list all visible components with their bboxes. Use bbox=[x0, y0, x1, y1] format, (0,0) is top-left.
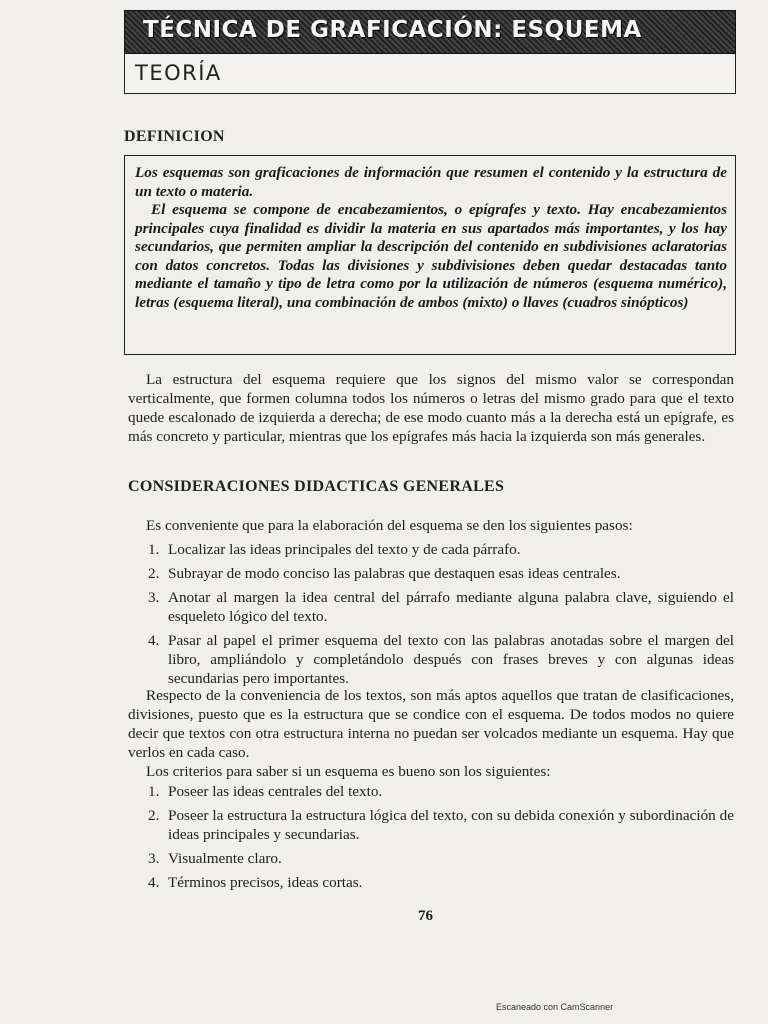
definition-paragraph: El esquema se compone de encabezamientos, o epígrafes y texto. Hay encabezamientos principales cuya finalidad es dividir la materia en sus apartados más importantes, y los hay secundarios, que permiten ampliar la descripción del contenido en subdivisiones aclaratorias con datos concretos. Todas las divisiones y subdivisiones deben quedar destacadas tanto mediante el tamaño y tipo de letra como por la utilización de números (esquema numérico), letras (esquema literal), una combinación de ambos (mixto) o llaves (cuadros sinópticos) bbox=[135, 201, 727, 311]
page-number: 76 bbox=[418, 908, 433, 924]
structure-paragraph-block bbox=[128, 370, 734, 446]
list-item bbox=[148, 806, 734, 844]
step-text: Anotar al margen la idea central del párrafo mediante alguna palabra clave, siguiendo el esqueleto lógico del texto. bbox=[168, 589, 734, 625]
convenience-paragraph: Respecto de la conveniencia de los textos, son más aptos aquellos que tratan de clasificaciones, divisiones, puesto que es la estructura que se condice con el esquema. De todos modos no quiere decir que textos con otra estructura interna no puedan ser volcados mediante un esquema. Hay que verlos en cada caso. bbox=[128, 687, 734, 761]
scanner-watermark: Escaneado con CamScanner bbox=[496, 1002, 614, 1012]
step-text: Pasar al papel el primer esquema del texto con las palabras anotadas sobre el margen del libro, ampliándolo y completándolo después con frases breves y con algunas ideas secundarias pero importantes. bbox=[168, 632, 734, 687]
section-title: TEORÍA bbox=[135, 61, 222, 85]
step-number: 1. bbox=[148, 541, 160, 558]
list-item bbox=[148, 873, 734, 892]
list-item bbox=[148, 631, 734, 688]
step-text: Localizar las ideas principales del texto y de cada párrafo. bbox=[168, 541, 521, 558]
steps-intro-block bbox=[128, 516, 734, 535]
banner-title: TÉCNICA DE GRAFICACIÓN: ESQUEMA bbox=[143, 17, 642, 43]
criterion-number: 3. bbox=[148, 850, 160, 867]
section-header bbox=[124, 54, 736, 94]
steps-list bbox=[148, 540, 734, 693]
criterion-text: Términos precisos, ideas cortas. bbox=[168, 874, 363, 891]
criterion-number: 4. bbox=[148, 874, 160, 891]
definition-heading: DEFINICION bbox=[124, 128, 225, 145]
criterion-text: Poseer las ideas centrales del texto. bbox=[168, 783, 383, 800]
criterion-number: 2. bbox=[148, 807, 160, 824]
considerations-heading: CONSIDERACIONES DIDACTICAS GENERALES bbox=[128, 478, 505, 495]
steps-intro: Es conveniente que para la elaboración del esquema se den los siguientes pasos: bbox=[146, 517, 633, 534]
list-item bbox=[148, 588, 734, 626]
convenience-paragraph-block bbox=[128, 686, 734, 781]
step-number: 3. bbox=[148, 589, 160, 606]
criteria-intro: Los criterios para saber si un esquema es bueno son los siguientes: bbox=[146, 763, 551, 780]
criterion-text: Visualmente claro. bbox=[168, 850, 282, 867]
criteria-list bbox=[148, 782, 734, 897]
list-item bbox=[148, 564, 734, 583]
definition-box bbox=[124, 155, 736, 355]
list-item bbox=[148, 782, 734, 801]
step-number: 2. bbox=[148, 565, 160, 582]
definition-paragraph: Los esquemas son graficaciones de información que resumen el contenido y la estructura de un texto o materia. bbox=[135, 164, 727, 200]
title-banner bbox=[124, 10, 736, 54]
structure-paragraph: La estructura del esquema requiere que los signos del mismo valor se correspondan verticalmente, que formen columna todos los números o letras del mismo grado para que el texto quede escalonado de izquierda a derecha; de ese modo cuanto más a la derecha está un epígrafe, es más concreto y particular, mientras que los epígrafes más hacia la izquierda son más generales. bbox=[128, 371, 734, 445]
criterion-number: 1. bbox=[148, 783, 160, 800]
list-item bbox=[148, 849, 734, 868]
step-text: Subrayar de modo conciso las palabras que destaquen esas ideas centrales. bbox=[168, 565, 621, 582]
step-number: 4. bbox=[148, 632, 160, 649]
list-item bbox=[148, 540, 734, 559]
criterion-text: Poseer la estructura la estructura lógica del texto, con su debida conexión y subordinación de ideas principales y secundarias. bbox=[168, 807, 734, 843]
